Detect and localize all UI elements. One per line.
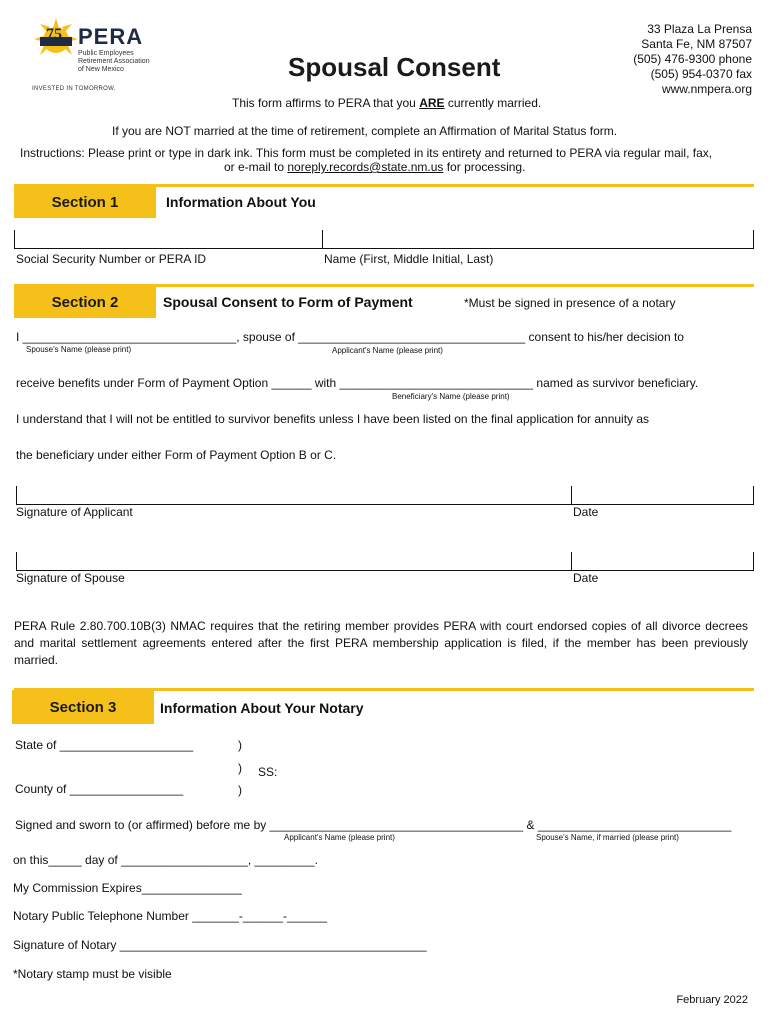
address-web[interactable]: www.nmpera.org (661, 82, 752, 96)
brand-name: PERA (78, 24, 144, 49)
name-field-left-border (322, 230, 323, 248)
either-text: the beneficiary under either Form of Payment Option B or C. (16, 448, 337, 462)
spouse-name-hint: Spouse's Name (please print) (26, 345, 132, 354)
applicant-signature-label: Signature of Applicant (16, 505, 133, 519)
address-block (633, 22, 752, 97)
pera-logo (32, 16, 152, 94)
section1-field-line (14, 248, 754, 249)
address-phone: (505) 476-9300 phone (633, 52, 752, 66)
county-field[interactable]: County of _________________ (15, 782, 184, 796)
spouse-date-label: Date (573, 571, 599, 585)
sig2-mid-border (571, 552, 572, 570)
section2-title: Spousal Consent to Form of Payment (163, 294, 413, 310)
section3-title: Information About Your Notary (160, 700, 364, 716)
beneficiary-hint: Beneficiary's Name (please print) (392, 392, 510, 401)
sworn-applicant-hint: Applicant's Name (please print) (284, 833, 395, 842)
org-line-3: of New Mexico (78, 66, 124, 73)
affirm-prefix: This form affirms to PERA that you (232, 96, 420, 110)
spouse-signature-field[interactable] (16, 552, 570, 568)
instructions-prefix: or e-mail to (224, 160, 288, 174)
address-city: Santa Fe, NM 87507 (641, 37, 752, 51)
stamp-note: *Notary stamp must be visible (13, 967, 172, 981)
applicant-name-blank[interactable]: __________________________________ (298, 330, 526, 344)
sworn-line (15, 818, 731, 832)
option-blank[interactable]: receive benefits under Form of Payment Option ______ with (16, 376, 340, 390)
not-married-note: If you are NOT married at the time of retirement, complete an Affirmation of Marital Status form. (112, 124, 618, 138)
beneficiary-blank[interactable]: _____________________________ (339, 376, 534, 390)
sig1-left-border (16, 486, 17, 504)
notary-phone-field[interactable]: Notary Public Telephone Number _______-______-______ (13, 909, 328, 923)
affirm-emphasis: ARE (419, 96, 445, 110)
on-this-day-field[interactable]: on this_____ day of ___________________, _________. (13, 853, 318, 867)
address-fax: (505) 954-0370 fax (650, 67, 752, 81)
applicant-name-hint: Applicant's Name (please print) (332, 346, 443, 355)
page-title: Spousal Consent (288, 52, 501, 82)
instructions-line-2 (224, 160, 525, 174)
consent-line-1 (16, 330, 684, 344)
sworn-spouse-hint: Spouse's Name, if married (please print) (536, 833, 679, 842)
org-line-2: Retirement Association (78, 58, 150, 65)
state-field[interactable]: State of ____________________ (15, 738, 194, 752)
name-label: Name (First, Middle Initial, Last) (324, 252, 494, 266)
instructions-suffix: for processing. (443, 160, 526, 174)
name-field-right-border (753, 230, 754, 248)
sig2-right-border (753, 552, 754, 570)
ssn-field-left-border (14, 230, 15, 248)
sworn-ampersand: & (523, 818, 538, 832)
ssn-label: Social Security Number or PERA ID (16, 252, 207, 266)
logo-tagline: INVESTED IN TOMORROW. (32, 86, 116, 92)
applicant-date-label: Date (573, 505, 599, 519)
anniversary-number: 75 (46, 26, 62, 43)
sworn-text: Signed and sworn to (or affirmed) before me by (15, 818, 270, 832)
instructions-line-1: Instructions: Please print or type in dark ink. This form must be completed in its entirety and returned to PERA via regular mail, fax, (20, 146, 713, 160)
section1-title: Information About You (166, 194, 316, 210)
sig2-left-border (16, 552, 17, 570)
section2-label: Section 2 (14, 286, 156, 318)
sig1-right-border (753, 486, 754, 504)
sig2-line (16, 570, 754, 571)
commission-field[interactable]: My Commission Expires_______________ (13, 881, 242, 895)
affirm-line (232, 96, 541, 110)
sworn-spouse-blank[interactable]: _____________________________ (537, 818, 732, 832)
consent-text: consent to his/her decision to (525, 330, 684, 344)
section1-label: Section 1 (14, 186, 156, 218)
org-line-1: Public Employees (78, 50, 134, 57)
paren-1: ) (238, 738, 242, 752)
email-link[interactable]: noreply.records@state.nm.us (287, 160, 444, 174)
sworn-applicant-blank[interactable]: ______________________________________ (269, 818, 524, 832)
sig1-mid-border (571, 486, 572, 504)
paren-3: ) (238, 783, 242, 797)
paren-2: ) (238, 761, 242, 775)
affirm-suffix: currently married. (444, 96, 542, 110)
ss-label: SS: (258, 765, 278, 779)
applicant-signature-field[interactable] (16, 486, 570, 502)
consent-line-2 (16, 376, 698, 390)
spouse-name-blank[interactable]: I ________________________________, spouse of (16, 330, 299, 344)
pera-rule-paragraph: PERA Rule 2.80.700.10B(3) NMAC requires that the retiring member provides PERA with court endorsed copies of all divorce decrees and marital settlement agreements entered after the first PERA membership application is filed, if the member has been previously married. (14, 619, 748, 667)
spouse-signature-label: Signature of Spouse (16, 571, 125, 585)
notary-signature-field[interactable]: Signature of Notary ______________________________________________ (13, 938, 427, 952)
footer-date: February 2022 (676, 994, 748, 1006)
beneficiary-text: named as survivor beneficiary. (533, 376, 699, 390)
name-field[interactable] (322, 230, 754, 248)
notary-note: *Must be signed in presence of a notary (464, 296, 676, 310)
address-street: 33 Plaza La Prensa (647, 22, 752, 36)
understand-text: I understand that I will not be entitled to survivor benefits unless I have been listed on the final application for annuity as (16, 412, 650, 426)
section3-label: Section 3 (12, 690, 154, 724)
ssn-field[interactable] (14, 230, 320, 248)
